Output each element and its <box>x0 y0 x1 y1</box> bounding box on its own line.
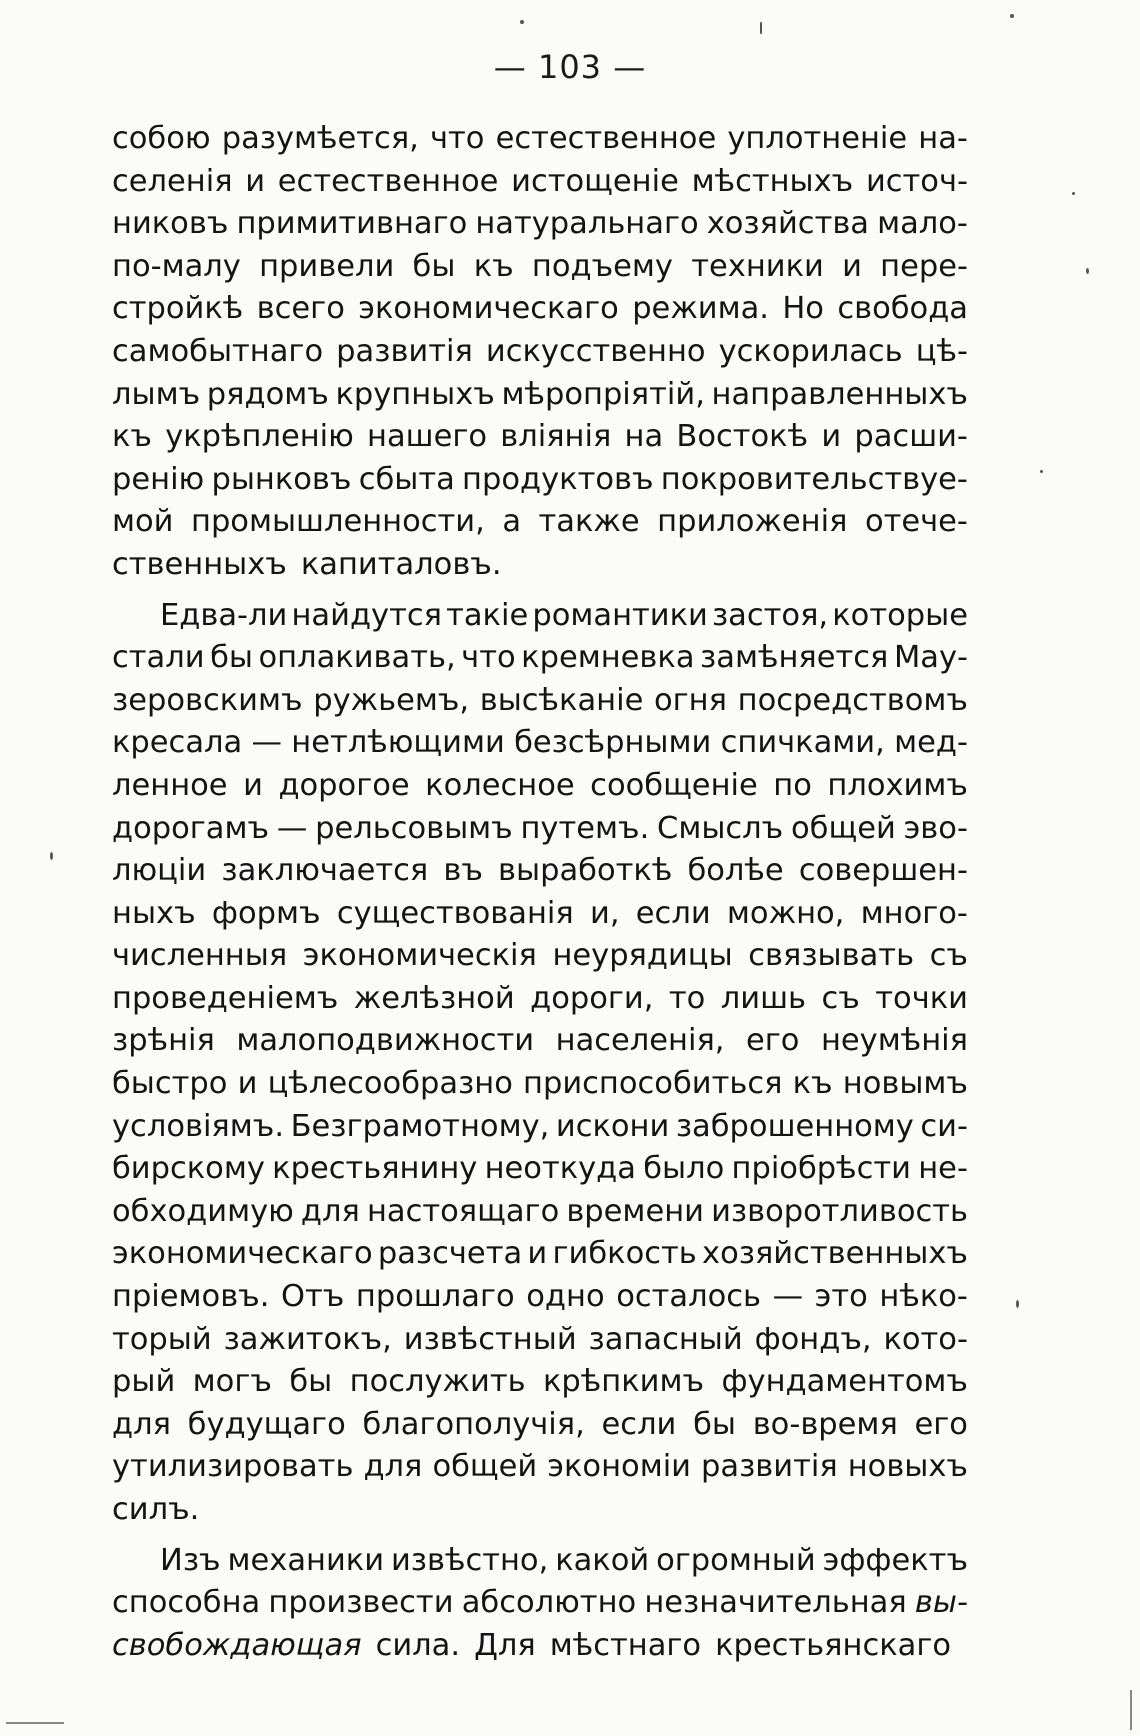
word: никовъ <box>112 206 229 242</box>
word: времени <box>566 1193 704 1229</box>
word: будущаго <box>187 1406 346 1442</box>
word: цѣлесообразно <box>267 1066 513 1102</box>
text-line <box>112 459 968 502</box>
word: покровительствуе- <box>660 461 968 497</box>
word: естественное <box>495 121 717 156</box>
word: искони <box>555 1108 670 1144</box>
paragraph-2 <box>112 595 968 1532</box>
word: крестьянину <box>272 1151 478 1187</box>
word: осталось <box>616 1279 761 1315</box>
scan-speck <box>1010 14 1014 18</box>
word: самобытнаго <box>112 333 324 369</box>
paragraph-3 <box>112 1540 968 1668</box>
word: кресала <box>112 725 243 761</box>
word: мало- <box>877 206 968 242</box>
word: заброшенному <box>675 1108 914 1144</box>
word: бы <box>693 1406 736 1442</box>
word: условіямъ. <box>112 1108 285 1144</box>
text-line <box>112 978 968 1021</box>
word: для <box>363 1449 423 1485</box>
word: подъему <box>531 248 673 284</box>
text-line <box>112 1276 968 1319</box>
word: болѣе <box>687 853 784 889</box>
text-line <box>112 331 968 374</box>
word: найдутся <box>291 597 442 633</box>
word: истощеніе <box>511 163 679 199</box>
page-number: — 103 — <box>493 48 647 86</box>
word: лишь <box>720 980 806 1016</box>
word: посредствомъ <box>737 682 968 718</box>
word: его <box>914 1406 968 1442</box>
word: бы <box>289 1364 333 1400</box>
word: вліянія <box>500 419 612 455</box>
word: это <box>814 1279 868 1315</box>
text-line <box>112 722 968 765</box>
word: фондъ, <box>754 1321 872 1357</box>
word: капиталовъ. <box>300 546 502 582</box>
word: населенія, <box>555 1023 725 1059</box>
word: сообщеніе <box>590 767 758 803</box>
word: романтики <box>532 597 708 633</box>
word: абсолютно <box>461 1585 637 1621</box>
word: экономическія <box>302 938 537 974</box>
word: укрѣпленію <box>165 419 354 455</box>
word: бы <box>210 640 253 676</box>
word: общей <box>791 810 896 846</box>
text-line <box>112 1446 968 1489</box>
word: и <box>245 163 266 199</box>
word: малоподвижности <box>236 1023 535 1059</box>
word: — <box>276 810 308 846</box>
word: торый <box>112 1321 212 1357</box>
word: ружьемъ, <box>313 682 470 718</box>
word: быстро <box>112 1066 228 1102</box>
text-line <box>112 850 968 893</box>
text-line <box>112 1020 968 1063</box>
paragraph-gap <box>112 1532 968 1540</box>
scan-speck <box>1040 470 1043 473</box>
word: крѣпкимъ <box>543 1364 705 1400</box>
word: стройкѣ <box>112 291 244 327</box>
word: на <box>624 419 664 455</box>
word: крестьянскаго <box>715 1627 952 1663</box>
word: высѣканіе <box>479 682 644 718</box>
word: фундаментомъ <box>721 1364 968 1400</box>
word: съ <box>929 938 968 974</box>
word: всего <box>256 291 345 327</box>
word: рельсовымъ <box>315 810 513 846</box>
word: извѣстный <box>403 1321 577 1357</box>
word: а <box>502 504 522 540</box>
word: если <box>601 1406 677 1442</box>
word: проведеніемъ <box>112 980 339 1016</box>
word: изворотливость <box>711 1193 968 1229</box>
text-line <box>112 1361 968 1404</box>
word: пере- <box>880 248 968 284</box>
text-line <box>112 808 968 851</box>
word: для <box>112 1406 171 1442</box>
word: оплакивать, <box>258 640 456 676</box>
word: кото- <box>883 1321 968 1357</box>
text-line <box>112 1233 968 1276</box>
text-line <box>112 680 968 723</box>
word: что <box>430 121 485 156</box>
word: новымъ <box>842 1066 968 1102</box>
word: нетлѣющими <box>291 725 505 761</box>
word: гибкость <box>552 1236 697 1272</box>
word: которые <box>832 597 968 633</box>
word: Но <box>782 291 824 327</box>
word: такіе <box>446 597 529 633</box>
word: спичками, <box>720 725 885 761</box>
word: — <box>251 725 282 761</box>
text-line <box>112 1540 968 1583</box>
text-line <box>112 1148 968 1191</box>
text-line <box>112 374 968 417</box>
word: благополучія, <box>362 1406 585 1442</box>
word: силъ. <box>112 1492 200 1527</box>
word: естественное <box>277 163 499 199</box>
word: рынковъ <box>211 461 352 497</box>
text-line <box>112 1063 968 1106</box>
word: бирскому <box>112 1151 265 1187</box>
text-line <box>112 246 968 289</box>
text-line <box>112 203 968 246</box>
word: мѣстныхъ <box>691 163 854 199</box>
word: огромный <box>656 1542 816 1578</box>
word: мѣстнаго <box>549 1627 702 1663</box>
word: новыхъ <box>847 1449 968 1485</box>
text-line <box>112 501 968 544</box>
word: заключается <box>221 853 429 889</box>
word: произвести <box>268 1585 454 1621</box>
text-line <box>112 161 968 204</box>
word: селенія <box>112 163 233 199</box>
word: нашего <box>367 419 488 455</box>
word: крупныхъ <box>335 376 495 412</box>
word: механики <box>227 1542 385 1578</box>
text-line <box>112 893 968 936</box>
word: совершен- <box>798 853 968 889</box>
word: зрѣнія <box>112 1023 215 1059</box>
text-line <box>112 1191 968 1234</box>
word: и <box>243 767 263 803</box>
word: и <box>821 419 842 455</box>
word: хозяйственныхъ <box>702 1236 968 1272</box>
word: зажитокъ, <box>223 1321 392 1357</box>
word: свобождающая <box>112 1627 362 1663</box>
word: ныхъ <box>112 895 196 931</box>
word: сила. <box>375 1627 461 1663</box>
word: эффектъ <box>822 1542 968 1578</box>
word: безсѣрными <box>514 725 712 761</box>
text-line <box>112 1582 968 1625</box>
word: мед- <box>894 725 968 761</box>
word: ускорилась <box>718 333 903 369</box>
word: незначительная <box>644 1585 907 1621</box>
word: си- <box>920 1108 968 1144</box>
word: во-время <box>752 1406 898 1442</box>
word: плохимъ <box>827 767 968 803</box>
text-line <box>112 765 968 808</box>
paragraph-gap <box>112 587 968 595</box>
word: режима. <box>632 291 770 327</box>
word: дорогамъ <box>112 810 270 846</box>
scan-speck <box>760 22 762 34</box>
word: собою <box>112 121 211 156</box>
text-line <box>112 118 968 161</box>
word: развитія <box>336 333 473 369</box>
word: мѣропріятій, <box>501 376 705 412</box>
word: неурядицы <box>552 938 733 974</box>
word: лымъ <box>112 376 201 412</box>
word: для <box>300 1193 360 1229</box>
word: послужить <box>349 1364 526 1400</box>
word: рядомъ <box>206 376 329 412</box>
word: утилизировать <box>112 1449 354 1485</box>
text-line <box>112 595 968 638</box>
text-line <box>112 1489 968 1532</box>
word: запасный <box>588 1321 743 1357</box>
text-line <box>112 637 968 680</box>
word: много- <box>860 895 968 931</box>
word: Изъ <box>160 1542 221 1578</box>
word: приложенія <box>657 504 848 540</box>
word: отече- <box>864 504 968 540</box>
word: путемъ. <box>520 810 650 846</box>
word: извѣстно, <box>390 1542 549 1578</box>
word: уплотненіе <box>727 121 908 156</box>
word: огня <box>654 682 727 718</box>
word: Едва-ли <box>160 597 288 633</box>
word: пріобрѣсти <box>731 1151 911 1187</box>
word: источ- <box>865 163 968 199</box>
word: — <box>772 1279 804 1315</box>
word: неумѣнія <box>820 1023 968 1059</box>
word: продуктовъ <box>462 461 654 497</box>
word: съ <box>821 980 860 1016</box>
word: ленное <box>112 767 228 803</box>
word: направленныхъ <box>711 376 968 412</box>
word: расши- <box>854 419 968 455</box>
text-line <box>112 416 968 459</box>
word: то <box>668 980 706 1016</box>
word: на- <box>918 121 968 156</box>
word: что <box>461 640 516 676</box>
word: было <box>643 1151 725 1187</box>
word: способна <box>112 1585 261 1621</box>
text-line <box>112 1319 968 1362</box>
word: одно <box>526 1279 605 1315</box>
word: къ <box>792 1066 833 1102</box>
word: вы- <box>914 1585 968 1621</box>
word: Смыслъ <box>657 810 784 846</box>
word: къ <box>473 248 514 284</box>
word: экономіи <box>547 1449 691 1485</box>
word: цѣ- <box>915 333 968 369</box>
word: точки <box>875 980 968 1016</box>
word: по-малу <box>112 248 241 284</box>
word: обходимую <box>112 1193 294 1229</box>
scan-speck <box>520 20 524 24</box>
word: Отъ <box>281 1279 345 1315</box>
word: и <box>842 248 862 284</box>
word: дороги, <box>530 980 654 1016</box>
word: связывать <box>748 938 915 974</box>
word: мой <box>112 504 174 540</box>
word: и <box>527 1236 548 1272</box>
word: въ <box>443 853 483 889</box>
word: можно, <box>726 895 845 931</box>
word: колесное <box>425 767 575 803</box>
body-text <box>112 118 968 1667</box>
word: застоя, <box>711 597 829 633</box>
word: Для <box>474 1627 536 1663</box>
word: экономическаго <box>112 1236 373 1272</box>
word: зеровскимъ <box>112 682 303 718</box>
text-line <box>112 1106 968 1149</box>
word: нѣко- <box>879 1279 968 1315</box>
word: рый <box>112 1364 176 1400</box>
word: экономическаго <box>358 291 619 327</box>
scan-speck <box>1072 192 1075 195</box>
word: развитія <box>701 1449 838 1485</box>
word: примитивнаго <box>236 206 468 242</box>
word: если <box>635 895 711 931</box>
word: по <box>773 767 812 803</box>
word: къ <box>112 419 152 455</box>
word: могъ <box>192 1364 272 1400</box>
word: настоящаго <box>366 1193 560 1229</box>
word: ренію <box>112 461 205 497</box>
word: свобода <box>837 291 968 327</box>
word: техники <box>691 248 824 284</box>
text-line <box>112 288 968 331</box>
word: выработкѣ <box>498 853 673 889</box>
text-line <box>112 1404 968 1447</box>
word: люціи <box>112 853 207 889</box>
word: разсчета <box>377 1236 523 1272</box>
word: Мау- <box>893 640 968 676</box>
word: неоткуда <box>484 1151 636 1187</box>
word: общей <box>432 1449 538 1485</box>
word: натуральнаго <box>475 206 699 242</box>
word: промышленности, <box>191 504 485 540</box>
word: его <box>746 1023 800 1059</box>
text-line <box>112 935 968 978</box>
scan-edge-mark <box>6 1722 64 1724</box>
word: замѣняется <box>700 640 889 676</box>
word: пріемовъ. <box>112 1279 270 1315</box>
word: привели <box>259 248 395 284</box>
word: и <box>237 1066 258 1102</box>
word: Востокѣ <box>676 419 809 455</box>
word: и, <box>590 895 620 931</box>
scan-speck <box>1086 268 1089 274</box>
word: приспособиться <box>523 1066 783 1102</box>
word: кремневка <box>521 640 695 676</box>
word: не- <box>918 1151 968 1187</box>
word: разумѣется, <box>221 121 419 156</box>
word: искусственно <box>485 333 706 369</box>
word: желѣзной <box>353 980 515 1016</box>
word: хозяйства <box>706 206 870 242</box>
word: прошлаго <box>355 1279 515 1315</box>
word: численныя <box>112 938 288 974</box>
text-line <box>112 544 968 587</box>
word: эво- <box>903 810 968 846</box>
scan-speck <box>1016 1300 1019 1308</box>
word: бы <box>412 248 456 284</box>
word: дорогое <box>278 767 410 803</box>
word: формъ <box>211 895 321 931</box>
word: ственныхъ <box>112 546 287 582</box>
word: сбыта <box>358 461 455 497</box>
paragraph-1 <box>112 118 968 587</box>
word: Безграмотному, <box>290 1108 550 1144</box>
scan-speck <box>50 852 53 860</box>
text-line <box>112 1625 968 1668</box>
scan-edge-mark <box>1130 1690 1132 1730</box>
word: какой <box>555 1542 650 1578</box>
word: существованія <box>336 895 574 931</box>
word: стали <box>112 640 205 676</box>
word: также <box>538 504 640 540</box>
